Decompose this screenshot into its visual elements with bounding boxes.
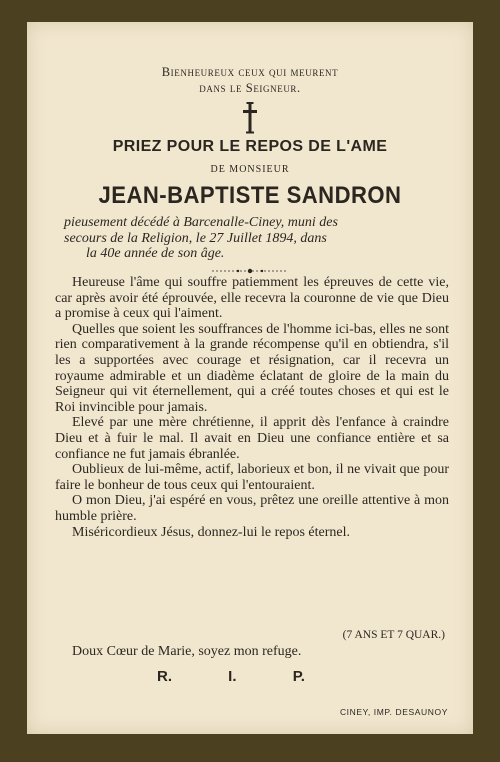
beatitude-header [27, 64, 473, 96]
paragraph: Heureuse l'âme qui souffre patiemment les épreuves de cette vie, car après avoir été éprouvée, elle recevra la couronne de vie que Dieu a promise à ceux qui l'aiment. [55, 275, 449, 322]
printer-imprint: CINEY, IMP. DESAUNOY [339, 707, 448, 717]
rip-initials [157, 668, 357, 685]
paragraph: Elevé par une mère chrétienne, il apprit dès l'enfance à craindre Dieu et à fuir le mal. Il avait en Dieu une confiance entière et sa confiance ne fut jamais ébranlée. [55, 415, 449, 462]
latin-cross-icon [27, 102, 473, 134]
prayer-text [55, 275, 449, 540]
header-line-1: Bienheureux ceux qui meurent [161, 65, 339, 79]
death-notice [64, 215, 436, 262]
rip-letter: R. [157, 668, 172, 685]
paragraph: Quelles que soient les souffrances de l'homme ici-bas, elles ne sont rien comparativement à la grande récompense qu'il en obtiendra, s'il les a supportées avec courage et résignation, car il recevra un royaume admirable et un diadème éclatant de gloire de la main du Seigneur qui vit éternellement, qui a créé toutes choses et qui est le Roi invincible pour jamais. [55, 321, 449, 415]
paragraph: Miséricordieux Jésus, donnez-lui le repos éternel. [72, 524, 350, 540]
header-line-2: dans le Seigneur. [199, 81, 301, 95]
death-line: pieusement décédé à Barcenalle-Ciney, muni des [64, 215, 338, 230]
memorial-card [27, 22, 473, 734]
ornament-divider [27, 267, 473, 275]
prayer-title: PRIEZ POUR LE REPOS DE L'AME [112, 138, 388, 155]
indulgence-note: (7 ANS ET 7 QUAR.) [342, 629, 445, 641]
paragraph: O mon Dieu, j'ai espéré en vous, prêtez une oreille attentive à mon humble prière. [55, 493, 449, 524]
rip-letter: P. [292, 668, 305, 685]
death-line: la 40e année de son âge. [86, 246, 225, 261]
monsieur-label: DE MONSIEUR [210, 164, 290, 175]
rip-letter: I. [228, 668, 237, 685]
paragraph: Oublieux de lui-même, actif, laborieux et bon, il ne vivait que pour faire le bonheur de tous ceux qui l'entouraient. [55, 462, 449, 493]
final-prayer: Doux Cœur de Marie, soyez mon refuge. [72, 644, 302, 659]
death-line: secours de la Religion, le 27 Juillet 1894, dans [64, 230, 327, 246]
deceased-name: JEAN-BAPTISTE SANDRON [98, 182, 402, 209]
